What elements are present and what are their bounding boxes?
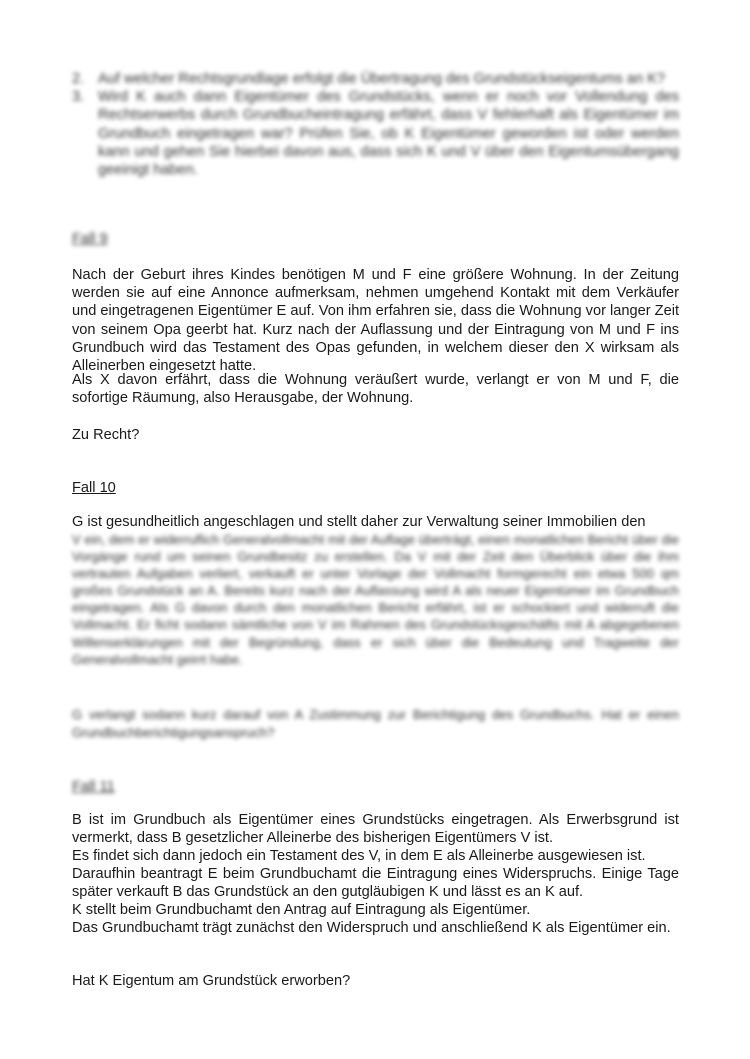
- fall9-heading: Fall 9: [72, 231, 108, 247]
- fall11-question: Hat K Eigentum am Grundstück erworben?: [72, 973, 351, 989]
- question-item: [72, 70, 679, 88]
- question-item: [72, 88, 679, 179]
- fall9-body: Nach der Geburt ihres Kindes benötigen M und F eine größere Wohnung. In der Zeitung werden sie auf eine Annonce aufmerksam, nehmen umgehend Kontakt mit dem Verkäufer und eingetragenen Eigentümer E auf. Von ihm erfahren sie, dass die Wohnung vor langer Zeit von seinem Opa geerbt hat. Kurz nach der Auflassung und der Eintragung von M und F ins Grundbuch wird das Testament des Opas gefunden, in welchem dieser den X wirksam als Alleinerben eingesetzt hatte.: [72, 267, 679, 375]
- fall10-blurred-question: G verlangt sodann kurz darauf von A Zustimmung zur Berichtigung des Grundbuchs. Hat er einen Grundbuchberichtigungsanspruch?: [72, 707, 679, 740]
- top-question-list: [72, 70, 679, 179]
- fall10-blurred-body: V ein, dem er widerruflich Generalvollmacht mit der Auflage überträgt, einen monatlichen Bericht über die Vorgänge rund um seinen Grundbesitz zu erstellen. Da V mit der Zeit den Überblick über die ihm vertrauten Aufgaben verliert, verkauft er unter Vorlage der Vollmacht formgerecht ein etwa 500 qm großes Grundstück an A. Bereits kurz nach der Auflassung wird A als neuer Eigentümer im Grundbuch eingetragen. Als G davon durch den monatlichen Bericht erfährt, ist er schockiert und widerruft die Vollmacht. Er ficht sodann sämtliche von V im Rahmen des Grundstücksgeschäfts mit A abgegebenen Willenserklärungen mit der Begründung, dass er sich über die Bedeutung und Tragweite der Generalvollmacht geirrt habe.: [72, 532, 679, 667]
- question-text: Auf welcher Rechtsgrundlage erfolgt die Übertragung des Grundstückseigentums an K?: [98, 71, 666, 87]
- question-number: 3.: [72, 89, 85, 106]
- fall11-line: K stellt beim Grundbuchamt den Antrag auf Eintragung als Eigentümer.: [72, 902, 531, 918]
- question-number: 2.: [72, 71, 85, 87]
- fall11-line: Daraufhin beantragt E beim Grundbuchamt die Eintragung eines Widerspruchs. Einige Tage später verkauft B das Grundstück an den gutgläubigen K und lässt es an K auf.: [72, 866, 679, 901]
- question-text: Wird K auch dann Eigentümer des Grundstücks, wenn er noch vor Vollendung des Rechtserwerbs durch Grundbucheintragung erfährt, dass V fehlerhaft als Eigentümer im Grundbuch eingetragen war? Prüfen Sie, ob K Eigentümer geworden ist oder werden kann und gehen Sie hierbei davon aus, dass sich K und V über den Eigentumsübergang geeinigt haben.: [98, 89, 679, 179]
- fall10-heading: Fall 10: [72, 480, 116, 496]
- fall9-body2: Als X davon erfährt, dass die Wohnung veräußert wurde, verlangt er von M und F, die sofortige Räumung, also Herausgabe, der Wohnung.: [72, 372, 679, 407]
- fall11-line: B ist im Grundbuch als Eigentümer eines Grundstücks eingetragen. Als Erwerbsgrund ist vermerkt, dass B gesetzlicher Alleinerbe des bisherigen Eigentümers V ist.: [72, 812, 679, 847]
- fall10-first-line: G ist gesundheitlich angeschlagen und stellt daher zur Verwaltung seiner Immobilien den: [72, 514, 646, 530]
- fall11-line: Es findet sich dann jedoch ein Testament des V, in dem E als Alleinerbe ausgewiesen ist.: [72, 848, 646, 864]
- fall11-line: Das Grundbuchamt trägt zunächst den Widerspruch und anschließend K als Eigentümer ein.: [72, 920, 671, 936]
- fall9-question: Zu Recht?: [72, 427, 140, 443]
- fall11-heading: Fall 11: [72, 779, 115, 795]
